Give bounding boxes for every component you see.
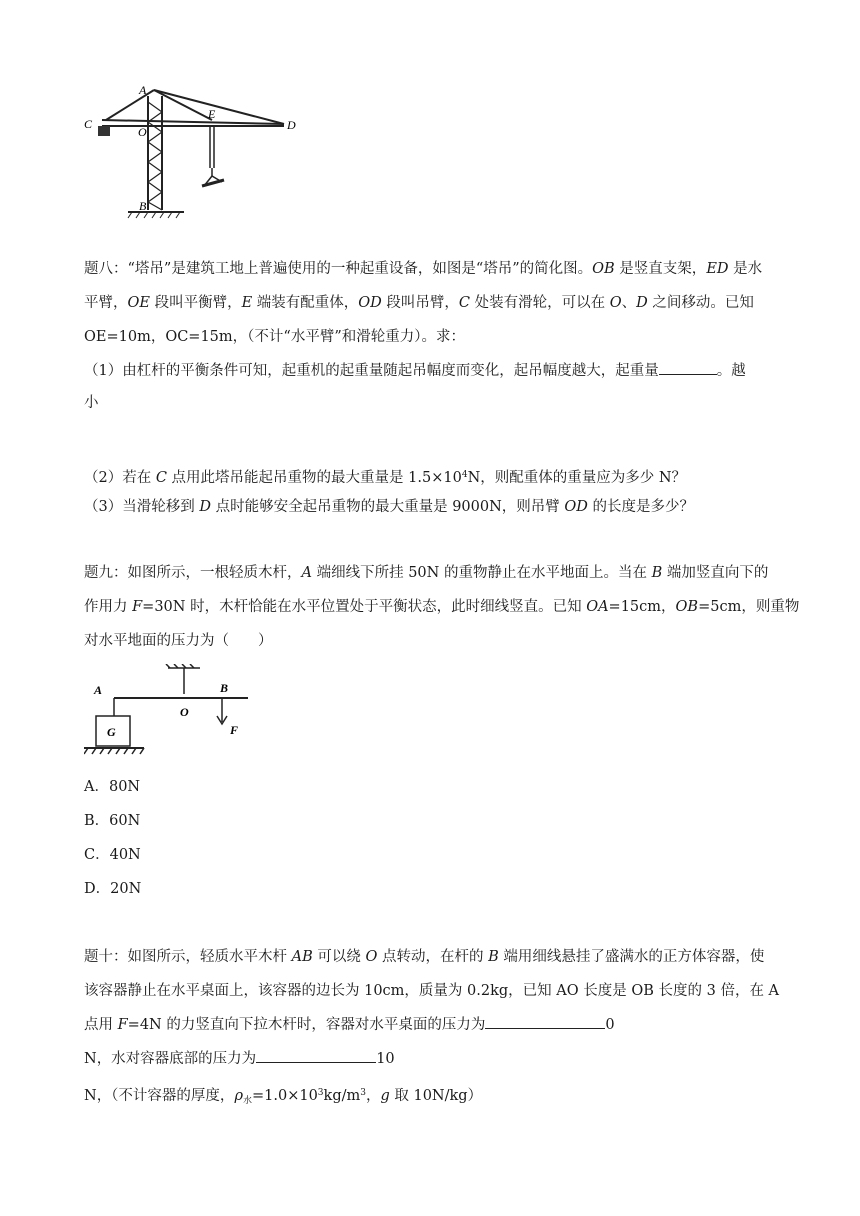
q10-line-2: 该容器静止在水平桌面上，该容器的边长为 10cm，质量为 0.2kg，已知 AO 长度是 OB 长度的 3 倍，在 A bbox=[84, 983, 780, 999]
q8-line-3: OE=10m，OC=15m，（不计“水平臂”和滑轮重力）。求： bbox=[84, 329, 465, 345]
crane-label-a: A bbox=[139, 83, 147, 97]
answer-blank[interactable] bbox=[659, 360, 717, 375]
answer-1: 0 bbox=[605, 1017, 615, 1033]
q10-line-3: 点用 F=4N 的力竖直向下拉木杆时，容器对水平桌面的压力为 0 bbox=[84, 1008, 784, 1042]
q9-option-b[interactable]: B．60N bbox=[84, 813, 141, 829]
crane-label-c: C bbox=[84, 117, 93, 131]
answer-blank-water-force[interactable] bbox=[256, 1048, 376, 1063]
crane-label-d: D bbox=[287, 118, 296, 132]
lever-figure bbox=[84, 664, 264, 764]
crane-label-b: B bbox=[139, 199, 147, 213]
q9-line-3: 对水平地面的压力为（ ） bbox=[84, 633, 273, 649]
crane-label-e: E bbox=[208, 107, 216, 121]
q10-line-5: N，（不计容器的厚度，$\rho_水=1.0\times 10^3kg/m^3$，g 取 10N/kg） bbox=[84, 1088, 483, 1106]
lever-label-f: F bbox=[230, 723, 239, 737]
q9-option-a[interactable]: A．80N bbox=[84, 779, 141, 795]
q9-line-2: 作用力 F=30N 时，木杆恰能在水平位置处于平衡状态，此时细线竖直。已知 OA=15cm，OB=5cm，则重物 bbox=[84, 599, 800, 615]
q10-line-1: 题十：如图所示，轻质水平木杆 AB 可以绕 O 点转动，在杆的 B 端用细线悬挂了盛满水的正方体容器，使 bbox=[84, 949, 765, 965]
tower-crane-figure bbox=[84, 82, 314, 222]
lever-label-g: G bbox=[107, 725, 116, 739]
q10-line-4: N，水对容器底部的压力为 10 bbox=[84, 1042, 784, 1076]
q8-line-2: 平臂，OE 段叫平衡臂，E 端装有配重体，OD 段叫吊臂，C 处装有滑轮，可以在 O、D 之间移动。已知 bbox=[84, 295, 754, 311]
lever-label-b: B bbox=[220, 681, 229, 695]
answer-blank-pressure[interactable] bbox=[485, 1014, 605, 1029]
q8-sub-2: （2）若在 C 点用此塔吊能起吊重物的最大重量是 $1.5\times 10^4N$，则配重体的重量应为多少 N？ bbox=[84, 470, 687, 486]
answer-2: 10 bbox=[376, 1051, 395, 1067]
q8-line-1: 题八：“塔吊”是建筑工地上普遍使用的一种起重设备，如图是“塔吊”的简化图。OB 是竖直支架，ED 是水 bbox=[84, 261, 763, 277]
q9-line-1: 题九：如图所示，一根轻质木杆，A 端细线下所挂 50N 的重物静止在水平地面上。当在 B 端加竖直向下的 bbox=[84, 565, 769, 581]
q8-sub-1-wrap: 小 bbox=[84, 395, 99, 411]
q8-sub-3: （3）当滑轮移到 D 点时能够安全起吊重物的最大重量是 9000N，则吊臂 OD 的长度是多少？ bbox=[84, 499, 695, 515]
q9-option-d[interactable]: D．20N bbox=[84, 881, 142, 897]
lever-label-a: A bbox=[94, 683, 103, 697]
crane-label-o: O bbox=[138, 125, 147, 139]
lever-label-o: O bbox=[180, 705, 189, 719]
q8-sub-1: （1）由杠杆的平衡条件可知，起重机的起重量随起吊幅度而变化，起吊幅度越大，起重量 。越 bbox=[84, 354, 784, 388]
q9-option-c[interactable]: C．40N bbox=[84, 847, 141, 863]
